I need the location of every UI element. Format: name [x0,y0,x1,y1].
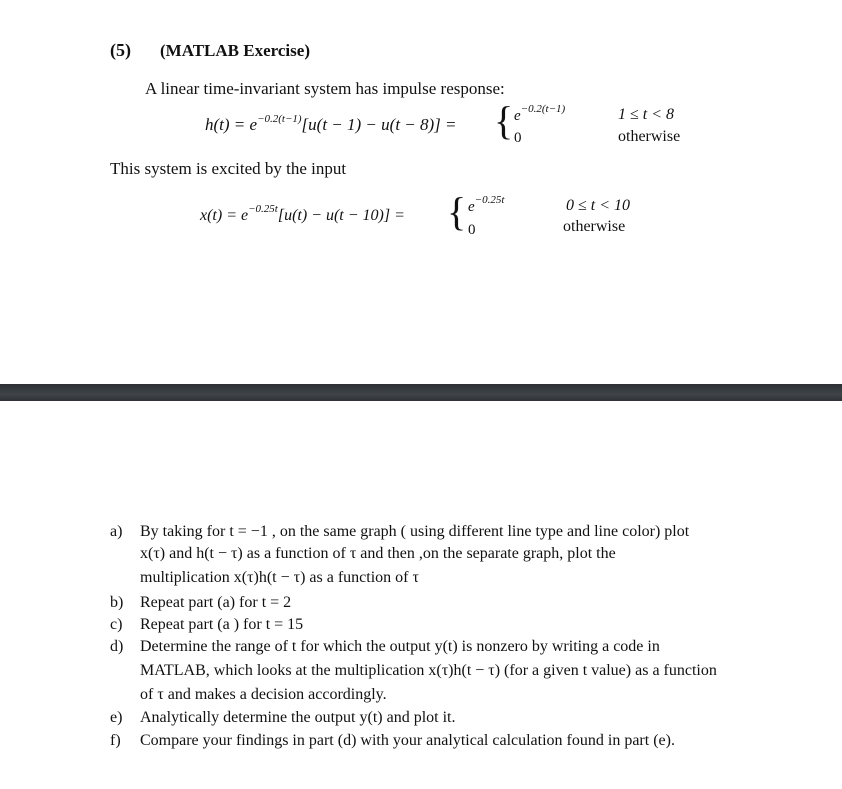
impulse-case1-value: e [514,108,521,124]
question-a-line3: multiplication x(τ)h(t − τ) as a function of τ [140,569,419,586]
impulse-brace: { [494,98,514,143]
question-d-line3: of τ and makes a decision accordingly. [140,686,387,703]
impulse-lhs: h(t) = e [205,115,258,134]
question-c-text: Repeat part (a ) for t = 15 [140,616,304,633]
question-e-letter: e) [110,709,123,726]
question-e-text: Analytically determine the output y(t) and plot it. [140,709,456,726]
intro-text: A linear time-invariant system has impulse response: [145,79,505,98]
impulse-exponent: −0.2(t−1) [257,113,302,125]
problem-title: (MATLAB Exercise) [160,41,310,60]
question-f-letter: f) [110,732,121,749]
question-a-line1: By taking for t = −1 , on the same graph ( using different line type and line color) plot [140,523,690,540]
question-f-text: Compare your findings in part (d) with your analytical calculation found in part (e). [140,732,675,749]
input-brace: { [447,189,467,234]
question-d-letter: d) [110,638,124,655]
question-a-line2: x(τ) and h(t − τ) as a function of τ and then ,on the separate graph, plot the [140,545,616,562]
impulse-case1-condition: 1 ≤ t < 8 [618,106,675,123]
input-case1-value: e [468,199,475,215]
question-d-line2: MATLAB, which looks at the multiplication x(τ)h(t − τ) (for a given t value) as a function [140,662,717,679]
input-case2-condition: otherwise [563,218,626,235]
question-c-letter: c) [110,616,123,633]
impulse-case2-condition: otherwise [618,128,681,145]
input-lhs: x(t) = e [200,207,249,224]
impulse-case2-value: 0 [514,130,522,146]
problem-number: (5) [110,40,131,60]
excited-text: This system is excited by the input [110,159,347,178]
impulse-case1-exponent: −0.2(t−1) [520,103,566,115]
impulse-rest: [u(t − 1) − u(t − 8)] = [301,115,457,134]
input-case2-value: 0 [468,222,476,238]
question-d-line1: Determine the range of t for which the output y(t) is nonzero by writing a code in [140,638,660,655]
input-case1-condition: 0 ≤ t < 10 [566,197,631,214]
input-rest: [u(t) − u(t − 10)] = [277,207,405,224]
question-b-text: Repeat part (a) for t = 2 [140,594,292,611]
page-divider [0,384,842,401]
question-b-letter: b) [110,594,124,611]
input-exponent: −0.25t [248,203,278,215]
input-case1-exponent: −0.25t [474,194,505,206]
question-a-letter: a) [110,523,123,540]
